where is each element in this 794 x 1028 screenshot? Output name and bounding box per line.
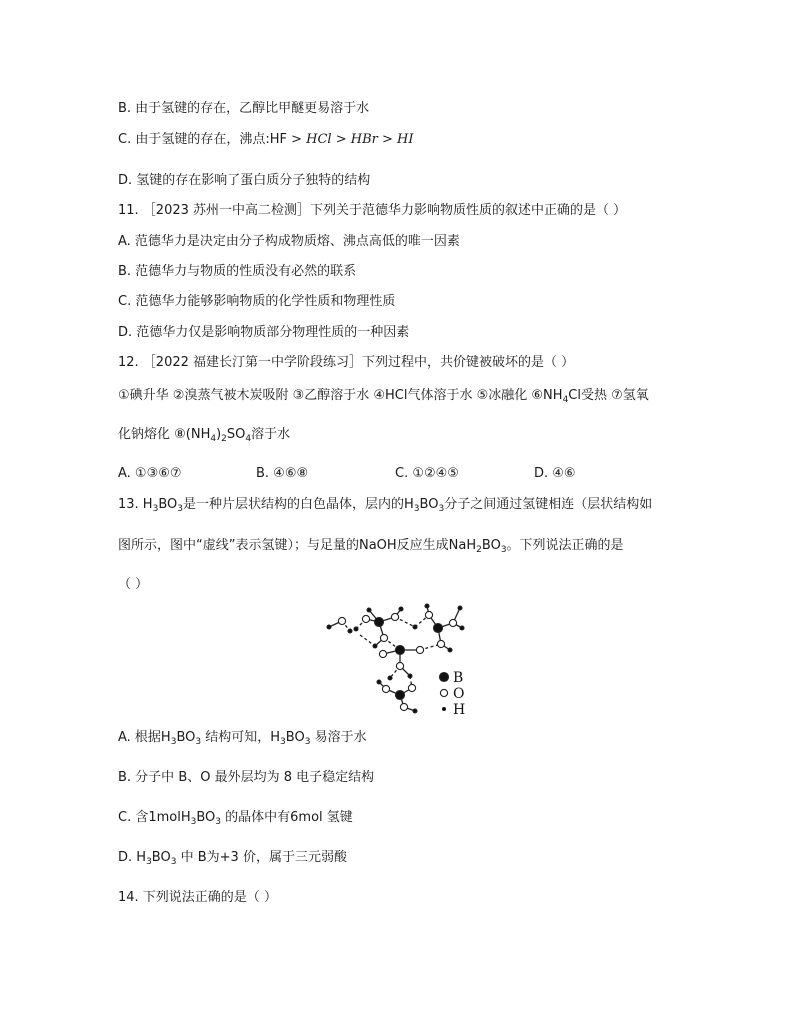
q11-option-c: C. 范德华力能够影响物质的化学性质和物理性质 xyxy=(118,294,396,309)
q13-l2-a: 图所示，图中“虚线”表示氢键）；与足量的NaOH反应生成NaH xyxy=(118,538,477,553)
q12-items2-sub3: 4 xyxy=(245,434,252,444)
q13-a-s3: 3 xyxy=(280,737,286,747)
q12-items2-a: 化钠熔化 ⑧(NH xyxy=(118,427,211,442)
q13-d-b: BO xyxy=(151,850,171,865)
diagram-legend xyxy=(440,670,466,718)
q13-c-b: BO xyxy=(196,810,216,825)
q11-option-a: A. 范德华力是决定由分子构成物质熔、沸点高低的唯一因素 xyxy=(118,234,460,249)
q12-items2-c: SO xyxy=(226,427,246,442)
q11-option-b: B. 范德华力与物质的性质没有必然的联系 xyxy=(118,264,357,279)
q13-l2-s2: 3 xyxy=(500,545,507,555)
q13-d-s2: 3 xyxy=(170,857,177,867)
q13-l2-c: 。下列说法正确的是 xyxy=(506,538,624,553)
q13-option-a xyxy=(118,729,367,747)
q13-l2-s1: 2 xyxy=(476,545,482,555)
q13-l1-s4: 3 xyxy=(438,504,445,514)
q14-stem: 14. 下列说法正确的是（ ） xyxy=(118,890,277,905)
q13-a-a: A. 根据H xyxy=(118,730,171,745)
q12-option-c: C. ①②④⑤ xyxy=(395,466,459,481)
q13-l1-a: 13. H xyxy=(118,497,153,512)
q12-items2-sub2: 2 xyxy=(221,434,227,444)
option-c-prev-math: > HCl > HBr > HI xyxy=(291,132,414,147)
q13-option-c xyxy=(118,809,353,827)
q13-a-s4: 3 xyxy=(304,737,311,747)
q12-option-a: A. ①③⑥⑦ xyxy=(118,466,182,481)
q11-stem: 11. ［2023 苏州一中高二检测］下列关于范德华力影响物质性质的叙述中正确的是（ ） xyxy=(118,203,627,218)
q12-option-b: B. ④⑥⑧ xyxy=(256,466,309,481)
option-c-prev-text: C. 由于氢键的存在，沸点:HF xyxy=(118,132,292,147)
q12-items-line1 xyxy=(118,387,649,405)
q13-c-a: C. 含1molH xyxy=(118,810,191,825)
h3bo3-layer-structure-diagram xyxy=(320,600,480,720)
q13-a-b: BO xyxy=(176,730,196,745)
q13-l1-s3: 3 xyxy=(413,504,420,514)
q12-items1-a: ①碘升华 ②溴蒸气被木炭吸附 ③乙醇溶于水 ④HCl气体溶于水 ⑤冰融化 ⑥NH xyxy=(118,388,563,403)
q13-c-c: 的晶体中有6mol 氢键 xyxy=(221,810,353,825)
q13-l1-s2: 3 xyxy=(177,504,183,514)
legend-label-h: H xyxy=(453,702,466,718)
q11-option-d: D. 范德华力仅是影响物质部分物理性质的一种因素 xyxy=(118,325,410,340)
q13-d-s1: 3 xyxy=(146,857,152,867)
q13-l2-b: BO xyxy=(481,538,501,553)
q13-c-s1: 3 xyxy=(190,817,197,827)
q13-a-s1: 3 xyxy=(170,737,177,747)
q12-items2-d: 溶于水 xyxy=(251,427,291,442)
q13-c-s2: 3 xyxy=(215,817,222,827)
q13-l1-s1: 3 xyxy=(152,504,159,514)
q13-a-d: BO xyxy=(285,730,305,745)
legend-oxygen-marker xyxy=(440,689,447,696)
legend-boron-marker xyxy=(440,673,449,682)
q13-d-a: D. H xyxy=(118,850,147,865)
q12-stem: 12. ［2022 福建长汀第一中学阶段练习］下列过程中，共价键被破坏的是（ ） xyxy=(118,355,575,370)
q12-items1-sub: 4 xyxy=(562,395,569,405)
option-d-prev: D. 氢键的存在影响了蛋白质分子独特的结构 xyxy=(118,173,371,188)
q12-items2-b: ) xyxy=(216,427,222,442)
q13-option-d xyxy=(118,849,347,867)
q12-items-line2 xyxy=(118,426,290,444)
legend-hydrogen-marker xyxy=(442,707,446,711)
q13-a-e: 易溶于水 xyxy=(310,730,367,745)
q12-items2-sub: 4 xyxy=(210,434,217,444)
legend-label-o: O xyxy=(453,686,465,702)
q13-stem-line2 xyxy=(118,537,624,555)
q12-items1-b: Cl受热 ⑦氢氧 xyxy=(568,388,649,403)
q12-option-d: D. ④⑥ xyxy=(534,466,576,481)
q13-l1-e: 分子之间通过氢键相连（层状结构如 xyxy=(444,497,653,512)
q13-option-b: B. 分子中 B、O 最外层均为 8 电子稳定结构 xyxy=(118,770,375,785)
option-b-prev: B. 由于氢键的存在，乙醇比甲醚更易溶于水 xyxy=(118,101,370,116)
q13-stem-line1 xyxy=(118,496,652,514)
q13-stem-line3: （ ） xyxy=(118,577,149,592)
q13-a-c: 结构可知，H xyxy=(201,730,281,745)
q13-l1-c: 是一种片层状结构的白色晶体，层内的H xyxy=(183,497,414,512)
q13-l1-d: BO xyxy=(419,497,439,512)
q13-l1-b: BO xyxy=(158,497,178,512)
q13-a-s2: 3 xyxy=(195,737,202,747)
option-c-prev xyxy=(118,131,413,149)
q13-d-c: 中 B为+3 价，属于三元弱酸 xyxy=(176,850,347,865)
legend-label-b: B xyxy=(453,670,464,686)
